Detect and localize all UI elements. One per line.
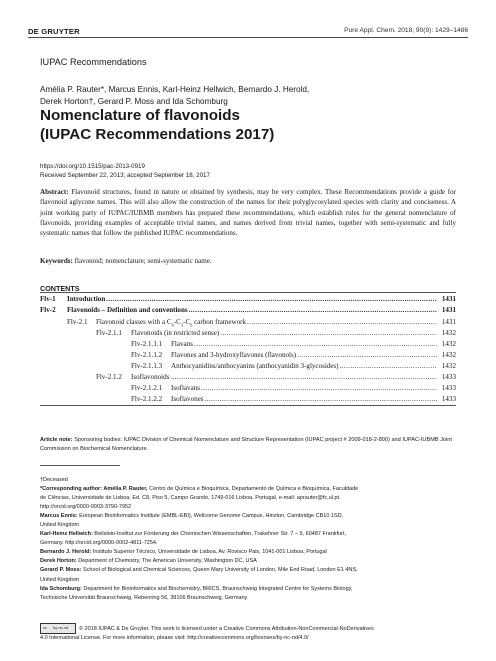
affiliation-line: Derek Horton: Department of Chemistry, The American University, Washington DC, USA [40,558,257,565]
contents-heading: CONTENTS [40,284,80,293]
toc-page: 1433 [441,395,456,403]
toc-title: Introduction [67,295,106,303]
toc-title: Isoflavones [171,395,204,403]
toc-entry[interactable] [131,384,456,394]
contents-divider-top [40,292,456,293]
doi-link[interactable]: https://doi.org/10.1515/pac-2013-0919 [40,163,145,170]
affiliation-line: de Ciências, Universidade de Lisboa, Ed. C8, Piso 5, Campo Grande, 1749-016 Lisboa, Portugal, e-mail: aprauter@fc.ul.pt. [40,495,341,502]
toc-number: Flv-2.1.2.2 [131,395,163,403]
toc-page: 1432 [441,329,456,337]
toc-entry[interactable] [131,362,456,372]
toc-title: Flavones and 3-hydroxyflavones (flavonols) [171,351,297,359]
keywords [40,257,456,265]
license-line-2: 4.0 International License. For more information, please visit: http://creativecommons.org/licenses/by-nc-nd/4.0/ [40,635,309,641]
title-line-2: (IUPAC Recommendations 2017) [40,125,275,143]
affiliation-line: Marcus Ennis: European Bioinformatics Institute (EMBL-EBI), Wellcome Genome Campus, Hinxton, Cambridge CB10 1SD, [40,513,344,520]
header-divider [28,37,468,38]
keywords-text: flavonoid; nomenclature; semi-systematic name. [74,257,212,265]
affiliation-line: Technische Universität Braunschweig, Rebenring 56, 38106 Braunschweig, Germany [40,594,248,601]
affiliation-line: http://orcid.org/0000-0003-3790-7952 [40,504,132,511]
affiliation-line: †Deceased [40,477,68,483]
toc-number: Flv-2.1.1.1 [131,340,163,348]
toc-leader-dots [220,329,437,337]
received-dates: Received September 22, 2013; accepted September 18, 2017 [40,172,210,179]
toc-entry[interactable] [40,295,456,305]
toc-title: Flavonoids (in restricted sense) [131,329,220,337]
publication-info [40,162,210,180]
license-notice [40,623,460,643]
abstract-label: Abstract: [40,188,69,196]
toc-number: Flv-1 [40,295,56,303]
paper-title [40,107,470,144]
affiliations [40,476,460,603]
toc-entry[interactable] [131,340,456,350]
toc-entry[interactable] [131,395,456,405]
toc-title: Flavans [171,340,193,348]
cc-license-icon[interactable]: cc by nc nd [40,623,76,634]
toc-page: 1431 [441,306,456,314]
affiliation-line: *Corresponding author: Amélia P. Rauter, Centro de Química e Bioquímica, Departamento de Química e Bioquímica, Faculdade [40,486,359,493]
affiliation-line: Bernardo J. Herold: Instituto Superior Técnico, Universidade de Lisboa, Av. Rovisco Pais, 1041-001 Lisboa, Portugal [40,549,327,556]
keywords-label: Keywords: [40,257,73,265]
footnote-divider [40,465,120,466]
toc-leader-dots [194,340,437,348]
affiliation-line: Karl-Heinz Hellwich: Beilstein-Institut zur Förderung der Chemischen Wissenschaften, Trakehner Str. 7 – 9, 60487 Frankfurt, [40,531,346,538]
authors-line-2: Derek Horton†, Gerard P. Moss and Ida Schomburg [40,97,228,106]
license-line-1: cc by nc nd © 2018 IUPAC & De Gruyter. This work is licensed under a Creative Commons Attribution-NonCommercial-NoDerivatives [40,623,460,634]
toc-number: Flv-2.1.2.1 [131,384,163,392]
abstract-text: Flavonoid structures, found in nature or obtained by synthesis, may be very complex. These Recommendations provide a guide for flavonoid aglycone names. This will also allow the construction of the names for their polyglycosylated species with clarity and conciseness. A joint working party of IUPAC/IUBMB members has prepared these recommendations, which establish rules for the general nomenclature of flavonoids, providing examples of acceptable trivial names, and names derived from trivial names, together with semi-systematic and fully systematic names that follow the published IUPAC recommendations. [40,188,456,238]
toc-entry[interactable] [96,373,456,383]
toc-number: Flv-2 [40,306,56,314]
publisher-name: DE GRUYTER [28,27,80,36]
toc-entry[interactable] [131,351,456,361]
toc-number: Flv-2.1.1 [96,329,122,337]
authors-line-1: Amélia P. Rauter*, Marcus Ennis, Karl-Heinz Hellwich, Bernardo J. Herold, [40,85,310,94]
toc-leader-dots [340,362,437,370]
toc-page: 1433 [441,384,456,392]
toc-title: Isoflavonoids [131,373,170,381]
toc-leader-dots [189,306,437,314]
toc-number: Flv-2.1 [67,318,88,326]
toc-entry[interactable] [40,306,456,316]
toc-page: 1431 [441,295,456,303]
toc-leader-dots [170,373,437,381]
abstract [40,187,456,238]
toc-title: Isoflavans [171,384,200,392]
toc-title: Flavonoids – Definition and conventions [67,306,188,314]
toc-title: Flavonoid classes with a $C_6-C_3-C_6$ carbon framework [96,318,247,328]
affiliation-line: Ida Schomburg: Department for Bioinformatics and Biochemistry, BRICS, Braunschweig Integrated Centre for Systems Biology, [40,585,353,592]
toc-page: 1432 [441,362,456,370]
affiliation-line: United Kingdom [40,576,80,583]
toc-entry[interactable] [96,329,456,339]
affiliation-line: United Kingdom [40,522,80,529]
series-label: IUPAC Recommendations [40,57,147,67]
article-note [40,436,456,454]
toc-number: Flv-2.1.2 [96,373,122,381]
toc-leader-dots [297,351,437,359]
toc-page: 1433 [441,373,456,381]
toc-title: Anthocyanidins/anthocyanins (anthocyanidin 3-glycosides) [171,362,339,370]
contents-divider-bottom [40,405,456,406]
article-note-label: Article note: [40,437,73,443]
toc-page: 1432 [441,340,456,348]
toc-number: Flv-2.1.1.3 [131,362,163,370]
affiliation-line: Germany. http://orcid.org/0000-0002-4811-7254. [40,540,158,547]
article-note-text: Sponsoring bodies: IUPAC Division of Chemical Nomenclature and Structure Representation (IUPAC project # 2009-018-2-800) and IUPAC-IUBMB Joint Commission on Biochemical Nomenclature. [40,437,452,452]
toc-leader-dots [247,318,437,326]
toc-leader-dots [205,395,438,403]
toc-page: 1431 [441,318,456,326]
title-line-1: Nomenclature of flavonoids [40,107,240,124]
toc-entry[interactable] [67,318,456,328]
toc-leader-dots [106,295,437,303]
journal-reference: Pure Appl. Chem. 2018; 90(9): 1429–1486 [344,27,468,34]
toc-page: 1432 [441,351,456,359]
affiliation-line: Gerard P. Moss: School of Biological and Chemical Sciences, Queen Mary University of London, Mile End Road, London E1 4NS, [40,567,358,574]
toc-leader-dots [201,384,437,392]
author-list [40,84,460,108]
toc-number: Flv-2.1.1.2 [131,351,163,359]
